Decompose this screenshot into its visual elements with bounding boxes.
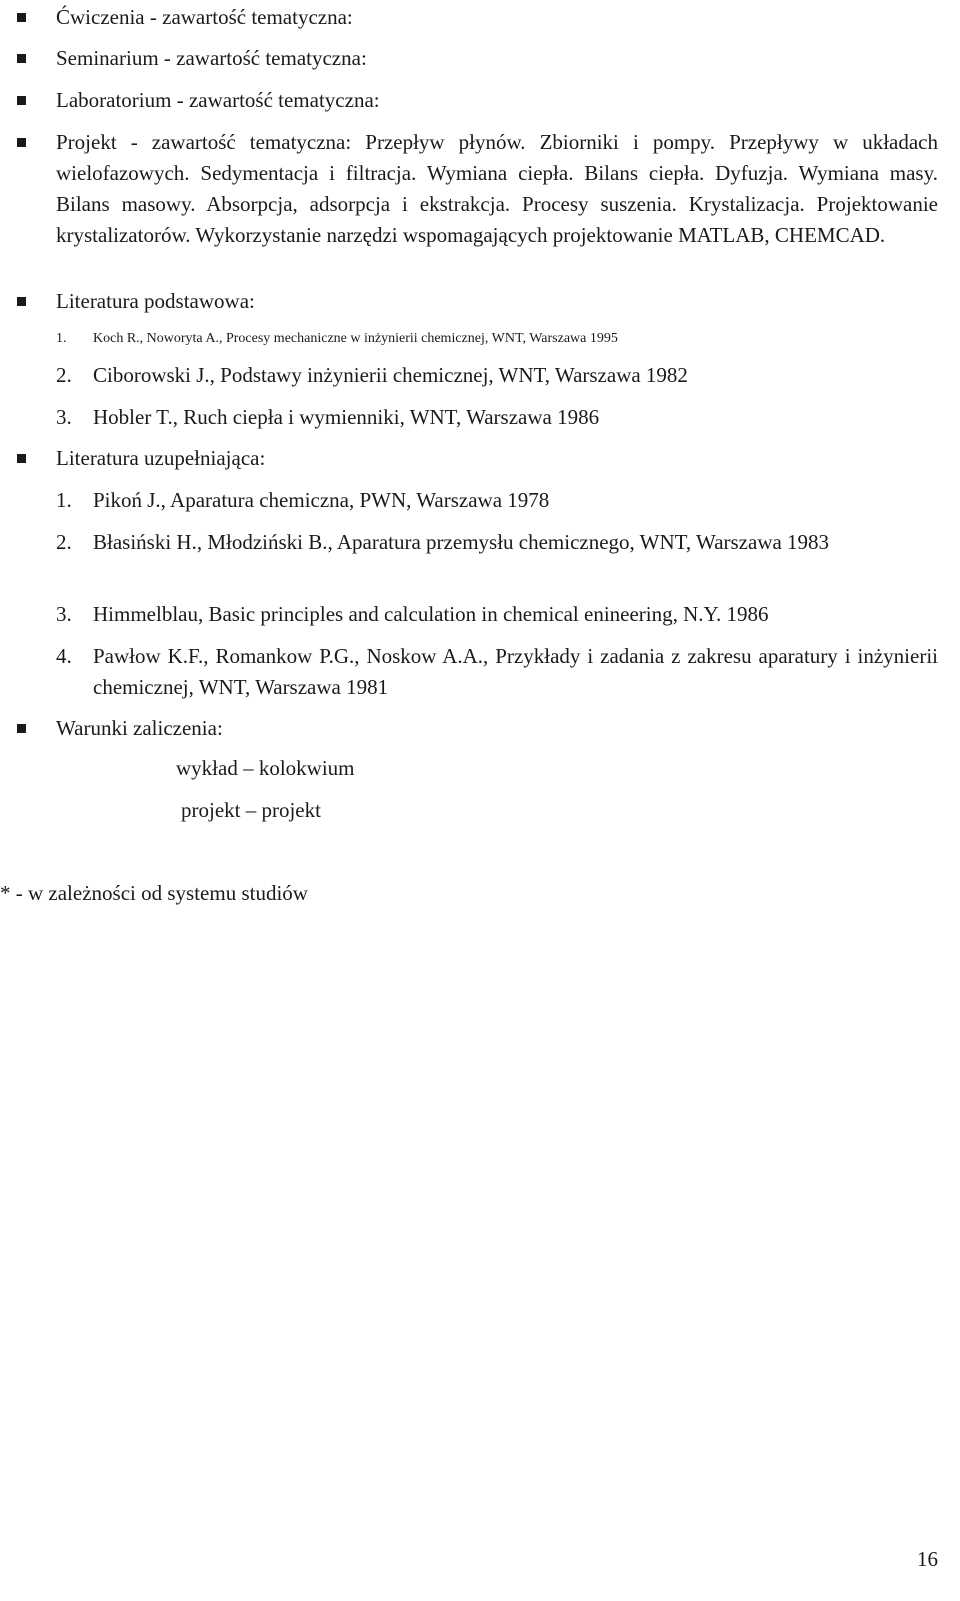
list-item-text: Himmelblau, Basic principles and calculation in chemical enineering, N.Y. 1986 — [93, 602, 769, 626]
list-item-number: 2. — [56, 363, 72, 387]
bullet-marker — [17, 724, 26, 733]
item-projekt: Projekt - zawartość tematyczna: Przepływ płynów. Zbiorniki i pompy. Przepływy w układach wielofazowych. Sedymentacja i filtracja. Wymiana ciepła. Bilans ciepła. Dyfuzja. Wymiana masy. Bilans masowy. Absorpcja, adsorpcja i ekstrakcja. Procesy suszenia. Krystalizacja. Projektowanie krystalizatorów. Wykorzystanie narzędzi wspomagających projektowanie MATLAB, CHEMCAD. — [56, 130, 938, 247]
item-literatura-uzupelniajaca: Literatura uzupełniająca: — [56, 446, 266, 470]
list-item-text: Koch R., Noworyta A., Procesy mechaniczne w inżynierii chemicznej, WNT, Warszawa 1995 — [93, 331, 618, 346]
bullet-marker — [17, 454, 26, 463]
item-seminarium: Seminarium - zawartość tematyczna: — [56, 46, 367, 70]
item-literatura-podstawowa: Literatura podstawowa: — [56, 289, 255, 313]
list-item-text: Błasiński H., Młodziński B., Aparatura przemysłu chemicznego, WNT, Warszawa 1983 — [93, 530, 830, 554]
list-item-number: 3. — [56, 602, 72, 626]
page-number: 16 — [917, 1547, 938, 1571]
list-item-number: 1. — [56, 488, 72, 512]
list-item-text: Ciborowski J., Podstawy inżynierii chemicznej, WNT, Warszawa 1982 — [93, 363, 688, 387]
list-item-text: Pawłow K.F., Romankow P.G., Noskow A.A., Przykłady i zadania z zakresu aparatury i inżynierii chemicznej, WNT, Warszawa 1981 — [93, 644, 938, 699]
list-item — [56, 402, 938, 433]
list-item — [56, 360, 938, 391]
bullet-marker — [17, 96, 26, 105]
item-cwiczenia: Ćwiczenia - zawartość tematyczna: — [56, 5, 353, 29]
list-item-number: 2. — [56, 530, 72, 554]
list-item-text: Hobler T., Ruch ciepła i wymienniki, WNT, Warszawa 1986 — [93, 405, 600, 429]
bullet-marker — [17, 54, 26, 63]
bullet-marker — [17, 138, 26, 147]
list-item-number: 3. — [56, 405, 72, 429]
item-warunki-zaliczenia: Warunki zaliczenia: — [56, 716, 223, 740]
list-item — [56, 485, 938, 516]
warunki-wyklad: wykład – kolokwium — [176, 756, 355, 780]
list-item — [56, 599, 938, 630]
list-item — [56, 328, 938, 350]
bullet-marker — [17, 297, 26, 306]
list-item-text: Pikoń J., Aparatura chemiczna, PWN, Warszawa 1978 — [93, 488, 550, 512]
bullet-marker — [17, 13, 26, 22]
footnote: * - w zależności od systemu studiów — [0, 881, 308, 905]
item-laboratorium: Laboratorium - zawartość tematyczna: — [56, 88, 380, 112]
list-item — [56, 641, 938, 703]
list-item-number: 1. — [56, 331, 67, 346]
warunki-projekt: projekt – projekt — [181, 798, 321, 822]
list-item — [56, 527, 938, 558]
list-item-number: 4. — [56, 644, 72, 668]
